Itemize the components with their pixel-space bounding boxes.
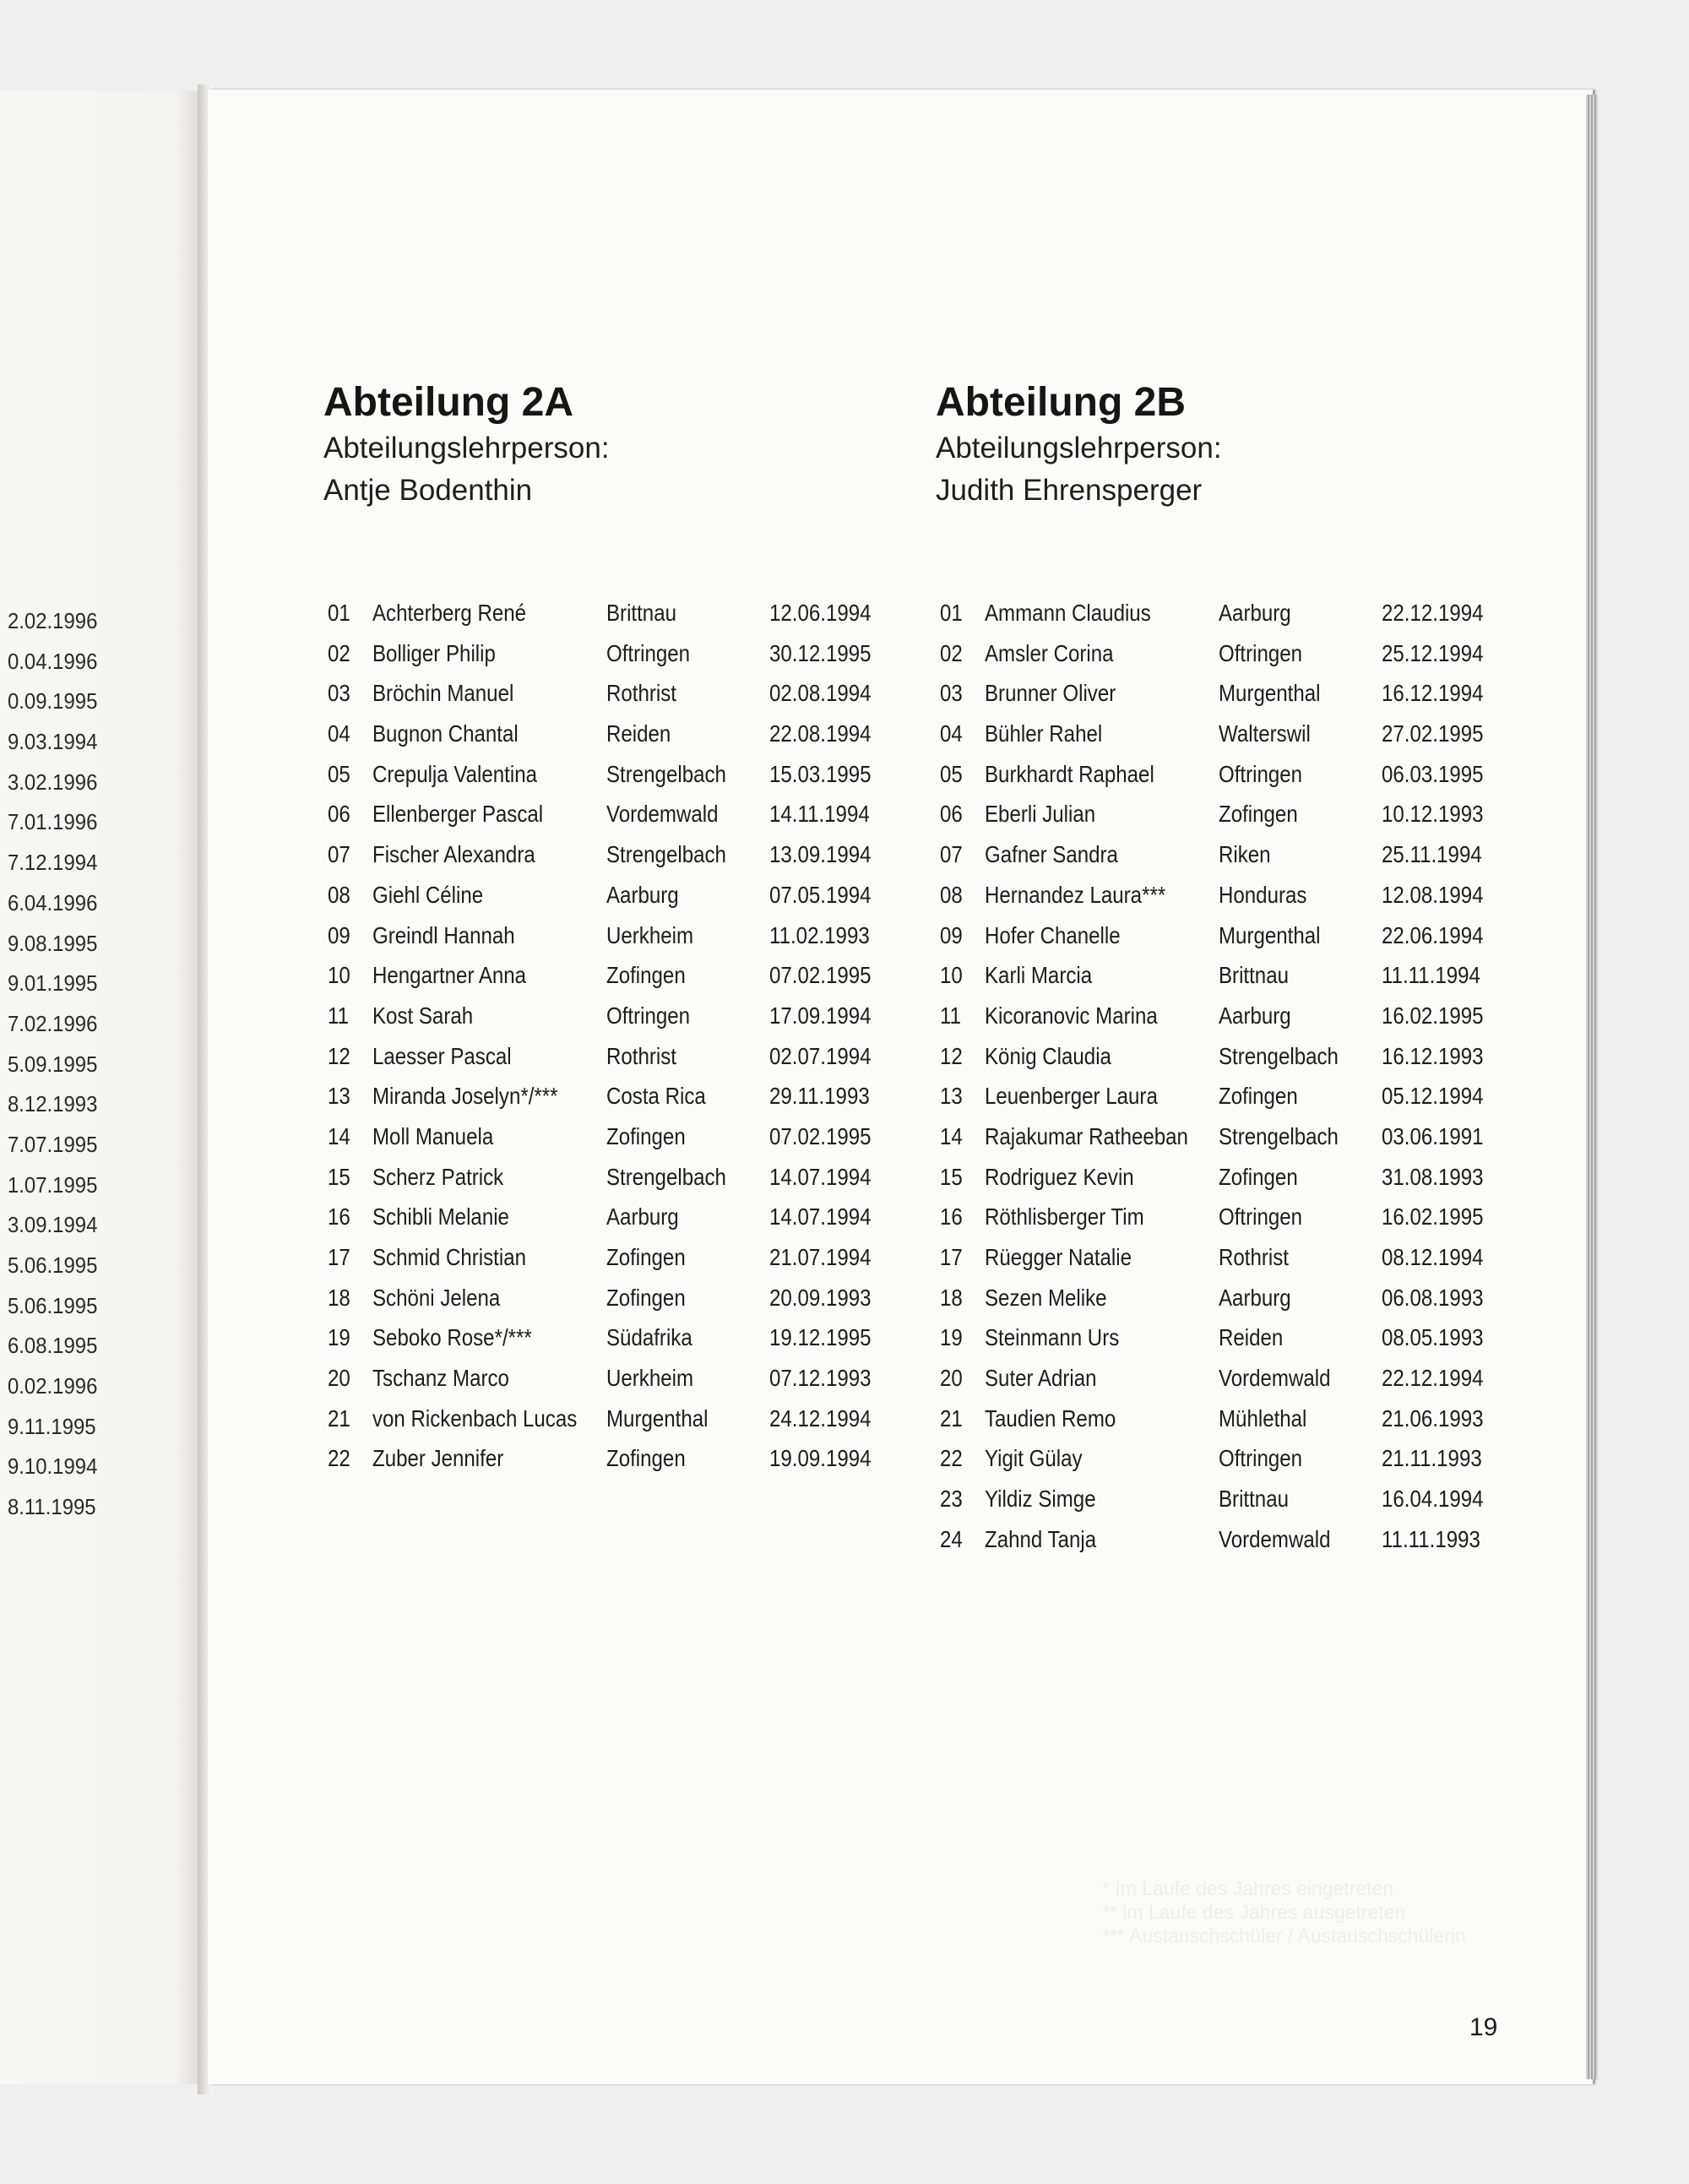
student-row (323, 794, 889, 834)
left-page-date: 8.11.1995 (7, 1494, 96, 1520)
student-row (936, 915, 1502, 956)
student-row (936, 955, 1502, 996)
student-number: 21 (940, 1404, 963, 1432)
student-row (936, 1358, 1502, 1399)
student-row (936, 1197, 1502, 1237)
student-name: Greindl Hannah (372, 921, 515, 948)
student-name: Steinmann Urs (985, 1324, 1120, 1351)
left-page-date: 9.03.1994 (7, 729, 98, 755)
student-name: Schmid Christian (372, 1244, 527, 1270)
student-number: 08 (940, 881, 963, 908)
student-row (936, 1317, 1502, 1358)
student-row (936, 1076, 1502, 1116)
student-hometown: Südafrika (606, 1324, 692, 1351)
student-hometown: Murgenthal (1219, 680, 1321, 707)
student-number: 11 (328, 1002, 350, 1029)
student-number: 01 (940, 600, 963, 626)
student-row (936, 1438, 1502, 1479)
student-birthdate: 15.03.1995 (769, 760, 872, 787)
student-row (323, 955, 889, 996)
student-row (323, 1278, 889, 1318)
student-number: 16 (940, 1203, 963, 1231)
student-number: 05 (328, 760, 350, 787)
student-row (936, 1519, 1502, 1560)
student-name: Yigit Gülay (985, 1445, 1083, 1472)
student-number: 22 (940, 1445, 963, 1472)
left-page-date: 7.01.1996 (7, 809, 98, 835)
student-name: Seboko Rose*/*** (372, 1324, 532, 1351)
student-hometown: Rothrist (606, 680, 676, 707)
student-number: 17 (328, 1244, 350, 1270)
student-name: Kost Sarah (372, 1002, 474, 1029)
student-birthdate: 19.09.1994 (769, 1445, 872, 1472)
left-page-date: 8.12.1993 (7, 1091, 98, 1117)
student-hometown: Brittnau (1219, 962, 1289, 989)
student-birthdate: 25.12.1994 (1382, 639, 1484, 666)
student-birthdate: 25.11.1994 (1382, 841, 1482, 868)
student-list (323, 593, 889, 1479)
student-birthdate: 31.08.1993 (1382, 1163, 1484, 1190)
student-row (323, 915, 889, 956)
student-birthdate: 30.12.1995 (769, 639, 872, 666)
student-row (323, 1197, 889, 1237)
left-page-date: 7.02.1996 (7, 1010, 98, 1036)
student-birthdate: 08.05.1993 (1382, 1324, 1484, 1351)
student-list (936, 593, 1502, 1560)
student-birthdate: 10.12.1993 (1382, 801, 1484, 828)
student-birthdate: 27.02.1995 (1382, 720, 1484, 747)
student-number: 07 (940, 841, 963, 868)
student-row (936, 1157, 1502, 1198)
student-name: Röthlisberger Tim (985, 1203, 1144, 1231)
student-number: 21 (328, 1404, 350, 1432)
student-hometown: Aarburg (1219, 1002, 1291, 1029)
student-number: 12 (328, 1042, 350, 1069)
student-row (936, 794, 1502, 834)
student-row (936, 875, 1502, 915)
student-row (323, 1399, 889, 1439)
student-number: 18 (328, 1284, 350, 1311)
student-hometown: Aarburg (1219, 1284, 1291, 1311)
left-page-date: 0.02.1996 (7, 1373, 98, 1399)
student-birthdate: 12.06.1994 (769, 600, 872, 626)
student-hometown: Zofingen (606, 1284, 686, 1311)
page-edge (1586, 95, 1598, 2079)
student-name: Bühler Rahel (985, 720, 1103, 747)
left-page-date: 9.08.1995 (7, 930, 98, 956)
student-name: Crepulja Valentina (372, 760, 537, 787)
student-number: 09 (328, 921, 350, 948)
student-name: Rüegger Natalie (985, 1244, 1132, 1270)
left-page-date: 9.01.1995 (7, 970, 98, 997)
student-birthdate: 21.07.1994 (769, 1244, 872, 1270)
student-name: Hernandez Laura*** (985, 881, 1166, 908)
student-hometown: Walterswil (1219, 720, 1311, 747)
student-row (936, 996, 1502, 1036)
student-number: 04 (940, 720, 963, 747)
student-hometown: Zofingen (606, 962, 686, 989)
student-row (323, 1036, 889, 1077)
student-birthdate: 20.09.1993 (769, 1284, 872, 1311)
student-birthdate: 24.12.1994 (769, 1404, 872, 1432)
student-birthdate: 05.12.1994 (1382, 1083, 1484, 1110)
footnote: * Im Laufe des Jahres eingetreten (1102, 1877, 1394, 1899)
footnote: ** im Laufe des Jahres ausgetreten (1102, 1901, 1406, 1923)
student-birthdate: 11.11.1993 (1382, 1525, 1480, 1552)
student-name: Moll Manuela (372, 1122, 494, 1149)
student-number: 07 (328, 841, 350, 868)
student-name: Taudien Remo (985, 1404, 1116, 1432)
teacher-name: Antje Bodenthin (323, 474, 533, 507)
student-number: 12 (940, 1042, 963, 1069)
student-birthdate: 16.12.1993 (1382, 1042, 1484, 1069)
teacher-label: Abteilungslehrperson: (936, 432, 1222, 465)
student-hometown: Aarburg (1219, 600, 1291, 626)
student-hometown: Zofingen (1219, 801, 1298, 828)
left-page-date-column (0, 601, 98, 1528)
student-birthdate: 14.07.1994 (769, 1203, 872, 1231)
student-name: Miranda Joselyn*/*** (372, 1083, 558, 1110)
student-number: 15 (328, 1163, 350, 1190)
student-name: Amsler Corina (985, 639, 1114, 666)
student-birthdate: 06.03.1995 (1382, 760, 1484, 787)
student-row (936, 1399, 1502, 1439)
student-birthdate: 17.09.1994 (769, 1002, 872, 1029)
student-number: 03 (328, 680, 350, 707)
student-hometown: Strengelbach (1219, 1122, 1339, 1149)
student-row (936, 714, 1502, 754)
left-page-date: 1.07.1995 (7, 1171, 98, 1198)
student-birthdate: 13.09.1994 (769, 841, 872, 868)
student-name: Zahnd Tanja (985, 1525, 1097, 1552)
student-name: Yildiz Simge (985, 1486, 1096, 1513)
student-hometown: Mühlethal (1219, 1404, 1307, 1432)
student-hometown: Aarburg (606, 881, 679, 908)
student-number: 08 (328, 881, 350, 908)
left-page-date: 6.04.1996 (7, 889, 98, 915)
student-name: Ellenberger Pascal (372, 801, 544, 828)
student-number: 17 (940, 1244, 963, 1270)
student-name: Rodriguez Kevin (985, 1163, 1134, 1190)
student-row (323, 1237, 889, 1278)
student-row (323, 593, 889, 633)
student-number: 06 (940, 801, 963, 828)
section-title: Abteilung 2B (936, 380, 1186, 425)
left-page-date: 3.02.1996 (7, 769, 98, 795)
student-number: 23 (940, 1486, 963, 1513)
student-hometown: Strengelbach (1219, 1042, 1339, 1069)
student-number: 13 (940, 1083, 963, 1110)
student-name: Bröchin Manuel (372, 680, 514, 707)
student-hometown: Brittnau (606, 600, 676, 626)
student-row (323, 834, 889, 875)
student-hometown: Zofingen (606, 1244, 686, 1270)
left-page-date: 5.09.1995 (7, 1051, 98, 1077)
student-name: Eberli Julian (985, 801, 1096, 828)
footnotes (1102, 1877, 1491, 1948)
student-hometown: Uerkheim (606, 921, 694, 948)
student-hometown: Oftringen (606, 639, 691, 666)
student-hometown: Zofingen (1219, 1163, 1298, 1190)
student-row (936, 673, 1502, 714)
student-hometown: Riken (1219, 841, 1271, 868)
student-birthdate: 22.08.1994 (769, 720, 872, 747)
student-number: 13 (328, 1083, 350, 1110)
student-birthdate: 14.11.1994 (769, 801, 870, 828)
student-birthdate: 11.11.1994 (1382, 962, 1480, 989)
left-page-date: 7.12.1994 (7, 850, 98, 876)
student-hometown: Vordemwald (1219, 1525, 1331, 1552)
student-number: 02 (328, 639, 350, 666)
student-hometown: Oftringen (1219, 760, 1303, 787)
student-birthdate: 16.02.1995 (1382, 1002, 1484, 1029)
student-birthdate: 11.02.1993 (769, 921, 870, 948)
left-page-date: 7.07.1995 (7, 1131, 98, 1157)
student-name: Scherz Patrick (372, 1163, 504, 1190)
student-hometown: Strengelbach (606, 1163, 726, 1190)
student-name: von Rickenbach Lucas (372, 1404, 578, 1432)
student-hometown: Strengelbach (606, 841, 726, 868)
student-name: Leuenberger Laura (985, 1083, 1158, 1110)
student-name: Schöni Jelena (372, 1284, 501, 1311)
student-birthdate: 07.02.1995 (769, 962, 872, 989)
student-name: Hengartner Anna (372, 962, 527, 989)
student-name: Laesser Pascal (372, 1042, 512, 1069)
student-number: 22 (328, 1445, 350, 1472)
student-row (323, 1438, 889, 1479)
student-name: Tschanz Marco (372, 1365, 509, 1392)
student-hometown: Aarburg (606, 1203, 679, 1231)
student-birthdate: 14.07.1994 (769, 1163, 872, 1190)
student-number: 16 (328, 1203, 350, 1231)
student-birthdate: 19.12.1995 (769, 1324, 872, 1351)
student-name: Ammann Claudius (985, 600, 1151, 626)
student-birthdate: 12.08.1994 (1382, 881, 1484, 908)
student-name: Bugnon Chantal (372, 720, 519, 747)
student-birthdate: 22.12.1994 (1382, 600, 1484, 626)
student-name: Burkhardt Raphael (985, 760, 1154, 787)
student-row (936, 1237, 1502, 1278)
student-number: 10 (940, 962, 963, 989)
student-number: 11 (940, 1002, 962, 1029)
student-birthdate: 21.11.1993 (1382, 1445, 1482, 1472)
student-row (936, 1036, 1502, 1077)
student-number: 05 (940, 760, 963, 787)
student-name: Giehl Céline (372, 881, 484, 908)
student-hometown: Rothrist (606, 1042, 676, 1069)
student-name: Schibli Melanie (372, 1203, 509, 1231)
student-hometown: Murgenthal (1219, 921, 1321, 948)
footnote: *** Austauschschüler / Austauschschülerin (1102, 1925, 1466, 1947)
student-row (323, 633, 889, 674)
student-birthdate: 22.12.1994 (1382, 1365, 1484, 1392)
student-name: Sezen Melike (985, 1284, 1107, 1311)
left-page-date: 9.11.1995 (7, 1413, 96, 1439)
student-number: 04 (328, 720, 350, 747)
student-number: 03 (940, 680, 963, 707)
student-name: Zuber Jennifer (372, 1445, 504, 1472)
student-row (323, 754, 889, 795)
student-name: Karli Marcia (985, 962, 1093, 989)
student-name: Gafner Sandra (985, 841, 1118, 868)
student-birthdate: 16.02.1995 (1382, 1203, 1484, 1231)
left-page-date: 6.08.1995 (7, 1333, 98, 1359)
student-birthdate: 22.06.1994 (1382, 921, 1484, 948)
student-number: 15 (940, 1163, 963, 1190)
left-page-date: 9.10.1994 (7, 1453, 98, 1480)
student-row (323, 1157, 889, 1198)
student-hometown: Reiden (606, 720, 671, 747)
section-2a (323, 378, 889, 1472)
student-row (936, 1116, 1502, 1157)
left-page-date: 2.02.1996 (7, 608, 98, 633)
student-hometown: Costa Rica (606, 1083, 706, 1110)
student-birthdate: 07.05.1994 (769, 881, 872, 908)
student-hometown: Vordemwald (1219, 1365, 1331, 1392)
student-number: 14 (328, 1122, 350, 1149)
student-number: 18 (940, 1284, 963, 1311)
student-hometown: Oftringen (1219, 1445, 1303, 1472)
student-row (323, 996, 889, 1036)
left-page-date: 5.06.1995 (7, 1252, 98, 1278)
student-birthdate: 16.12.1994 (1382, 680, 1484, 707)
student-hometown: Honduras (1219, 881, 1307, 908)
student-row (936, 593, 1502, 633)
left-page-date: 5.06.1995 (7, 1292, 98, 1318)
student-hometown: Oftringen (1219, 639, 1303, 666)
student-row (323, 673, 889, 714)
student-row (323, 875, 889, 915)
student-name: Fischer Alexandra (372, 841, 535, 868)
student-hometown: Zofingen (606, 1445, 686, 1472)
student-row (323, 1116, 889, 1157)
student-name: Rajakumar Ratheeban (985, 1122, 1188, 1149)
page-number: 19 (1469, 2013, 1498, 2041)
student-hometown: Oftringen (606, 1002, 691, 1029)
section-title: Abteilung 2A (323, 380, 573, 425)
student-hometown: Zofingen (1219, 1083, 1298, 1110)
student-name: Achterberg René (372, 600, 527, 626)
student-row (936, 633, 1502, 674)
student-birthdate: 16.04.1994 (1382, 1486, 1484, 1513)
student-hometown: Rothrist (1219, 1244, 1289, 1270)
student-name: Bolliger Philip (372, 639, 496, 666)
teacher-label: Abteilungslehrperson: (323, 432, 610, 465)
section-2b (936, 378, 1502, 1552)
student-row (323, 1076, 889, 1116)
student-row (323, 1317, 889, 1358)
student-hometown: Uerkheim (606, 1365, 694, 1392)
student-number: 10 (328, 962, 350, 989)
student-birthdate: 03.06.1991 (1382, 1122, 1484, 1149)
student-number: 02 (940, 639, 963, 666)
student-hometown: Oftringen (1219, 1203, 1303, 1231)
student-row (936, 834, 1502, 875)
student-hometown: Strengelbach (606, 760, 726, 787)
student-birthdate: 02.07.1994 (769, 1042, 872, 1069)
student-birthdate: 21.06.1993 (1382, 1404, 1484, 1432)
student-hometown: Brittnau (1219, 1486, 1289, 1513)
student-hometown: Zofingen (606, 1122, 686, 1149)
student-number: 01 (328, 600, 350, 626)
student-birthdate: 07.12.1993 (769, 1365, 872, 1392)
student-hometown: Vordemwald (606, 801, 719, 828)
student-row (936, 1278, 1502, 1318)
student-name: Brunner Oliver (985, 680, 1116, 707)
student-number: 20 (940, 1365, 963, 1392)
student-row (323, 1358, 889, 1399)
left-page-date: 0.04.1996 (7, 648, 98, 674)
student-number: 09 (940, 921, 963, 948)
left-page-date: 3.09.1994 (7, 1212, 98, 1238)
student-hometown: Murgenthal (606, 1404, 709, 1432)
student-birthdate: 07.02.1995 (769, 1122, 872, 1149)
student-number: 20 (328, 1365, 350, 1392)
student-birthdate: 02.08.1994 (769, 680, 872, 707)
student-name: Hofer Chanelle (985, 921, 1121, 948)
left-page-date: 0.09.1995 (7, 688, 98, 714)
student-name: Kicoranovic Marina (985, 1002, 1158, 1029)
student-number: 19 (328, 1324, 350, 1351)
student-hometown: Reiden (1219, 1324, 1284, 1351)
student-row (323, 714, 889, 754)
student-birthdate: 29.11.1993 (769, 1083, 870, 1110)
student-number: 19 (940, 1324, 963, 1351)
student-number: 14 (940, 1122, 963, 1149)
student-birthdate: 06.08.1993 (1382, 1284, 1484, 1311)
student-number: 06 (328, 801, 350, 828)
student-row (936, 754, 1502, 795)
student-number: 24 (940, 1525, 963, 1552)
teacher-name: Judith Ehrensperger (936, 474, 1203, 507)
student-birthdate: 08.12.1994 (1382, 1244, 1484, 1270)
student-row (936, 1479, 1502, 1519)
student-name: König Claudia (985, 1042, 1111, 1069)
student-name: Suter Adrian (985, 1365, 1097, 1392)
